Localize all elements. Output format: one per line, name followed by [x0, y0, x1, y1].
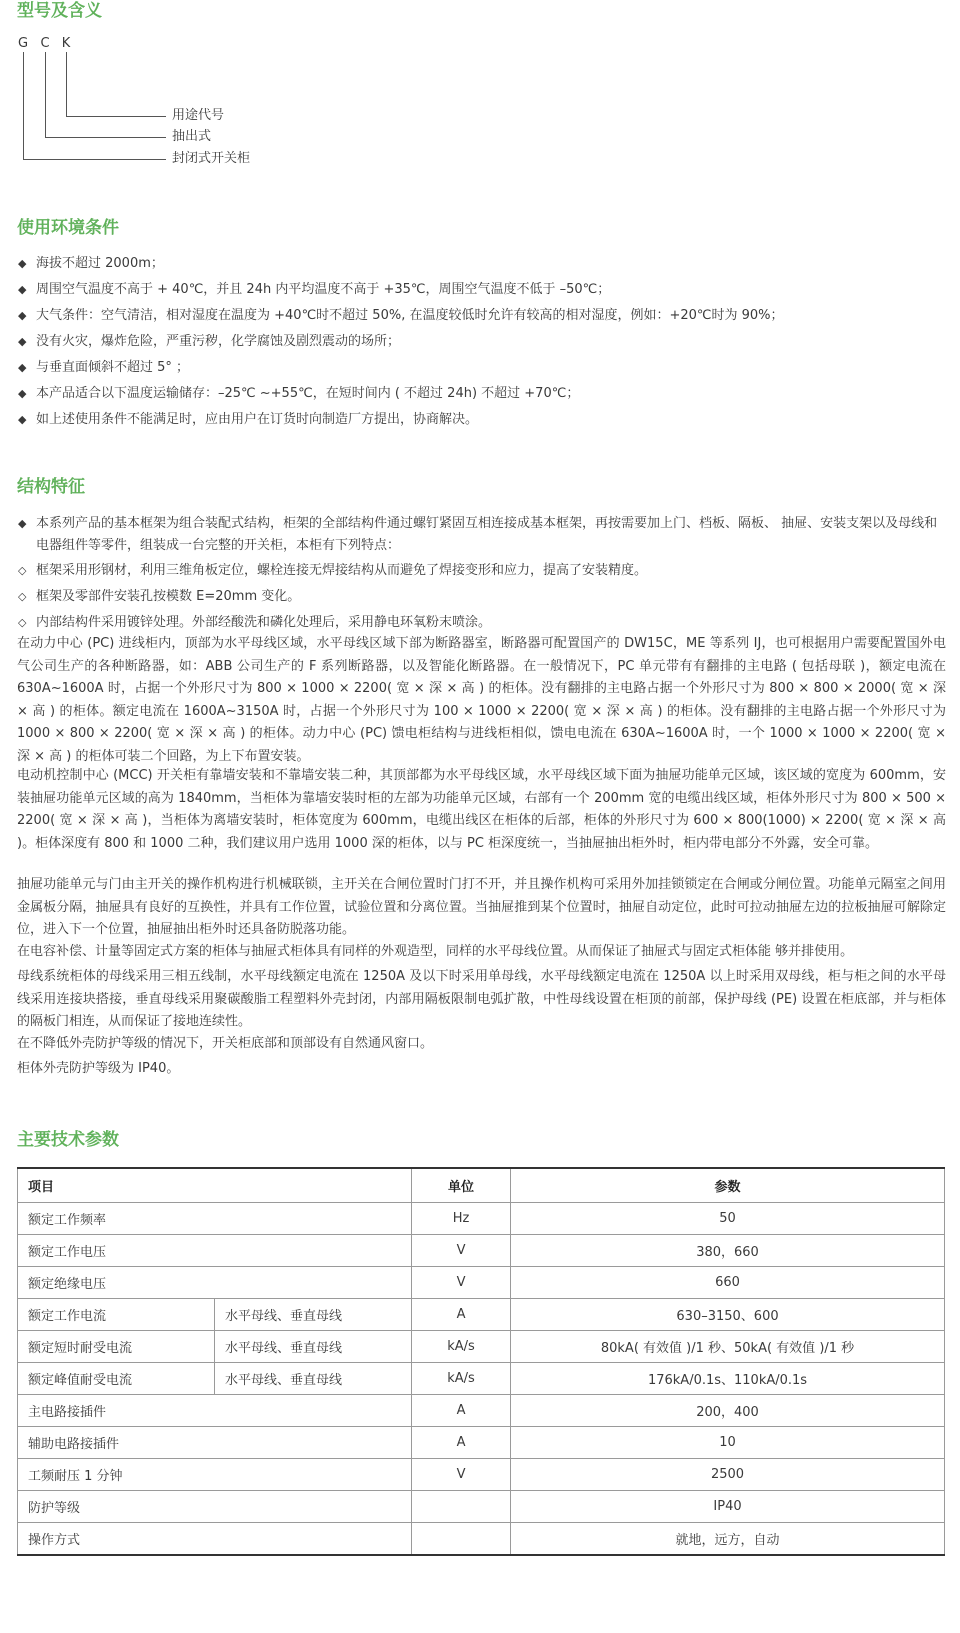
cell-value: 660	[511, 1267, 945, 1299]
cell-unit	[412, 1491, 511, 1523]
cell-unit	[412, 1523, 511, 1556]
table-row	[18, 1299, 945, 1331]
cell-value: 80kA( 有效值 )/1 秒、50kA( 有效值 )/1 秒	[511, 1331, 945, 1363]
cell-unit: A	[412, 1427, 511, 1459]
list-item-text: 如上述使用条件不能满足时，应由用户在订货时向制造厂方提出，协商解决。	[36, 412, 479, 427]
cell-value: 176kA/0.1s、110kA/0.1s	[511, 1363, 945, 1395]
hollow-diamond-bullet-icon: ◇	[18, 616, 27, 629]
cell-value: 630–3150、600	[511, 1299, 945, 1331]
table-row	[18, 1523, 945, 1556]
paragraph-busbar: 母线系统柜体的母线采用三相五线制，水平母线额定电流在 1250A 及以下时采用单母线，水平母线额定电流在 1250A 以上时采用双母线，柜与柜之间的水平母线采用连接块搭接，垂直母线采用聚碳酸脂工程塑料外壳封闭，内部用隔板限制电弧扩散，中性母线设置在柜顶的前部，保护母线 (PE) 设置在柜底部，并与柜体的隔板门相连，从而保证了接地连续性。	[17, 969, 946, 1029]
table-row	[18, 1331, 945, 1363]
cell-value: 10	[511, 1427, 945, 1459]
list-item-text: 本系列产品的基本框架为组合装配式结构，柜架的全部结构件通过螺钉紧固互相连接成基本框架，再按需要加上门、档板、隔板、 抽屉、安装支架以及母线和电器组件等零件，组装成一台完整的开关柜，本柜有下列特点：	[36, 516, 938, 553]
list-item-text: 周围空气温度不高于 + 40℃，并且 24h 内平均温度不高于 +35℃，周围空气温度不低于 –50℃；	[36, 282, 611, 297]
list-item	[18, 307, 946, 333]
paragraph-pc: 在动力中心 (PC) 进线柜内，顶部为水平母线区域，水平母线区域下部为断路器室，断路器可配置国产的 DW15C，ME 等系列 IJ，也可根据用户需要配置国外电气公司生产的各种断路器，如：ABB 公司生产的 F 系列断路器，以及智能化断路器。在一般情况下，PC 单元带有有翻排的主电路 ( 包括母联 )，额定电流在 630A~1600A 时，占据一个外形尺寸为 800 × 1000 × 2200( 宽 × 深 × 高 ) 的柜体。没有翻排的主电路占据一个外形尺寸为 800 × 800 × 2000( 宽 × 深 × 高 ) 的柜体。额定电流在 1600A~3150A 时，占据一个外形尺寸为 100 × 1000 × 2200( 宽 × 深 × 高 ) 的柜体。没有翻排的主电路占据一个外形尺寸为 1000 × 800 × 2200( 宽 × 深 × 高 ) 的柜体。动力中心 (PC) 馈电柜结构与进线柜相似，馈电电流在 630A~1600A 时，一个 1000 × 1000 × 2200( 宽 × 深 × 高 ) 的柜体可装二个回路，为上下布置安装。	[17, 636, 946, 764]
list-item-text: 大气条件：空气清洁，相对湿度在温度为 +40℃时不超过 50%, 在温度较低时允许有较高的相对湿度，例如：+20℃时为 90%；	[36, 308, 784, 323]
list-item	[18, 586, 946, 612]
cell-item: 额定峰值耐受电流	[18, 1363, 215, 1395]
list-item-text: 框架采用形钢材，利用三维角板定位，螺栓连接无焊接结构从而避免了焊接变形和应力，提高了安装精度。	[36, 563, 648, 578]
cell-item: 额定绝缘电压	[18, 1267, 412, 1299]
cell-value: 50	[511, 1203, 945, 1235]
column-header-item: 项目	[18, 1168, 412, 1203]
paragraph-fixed: 在电容补偿、计量等固定式方案的柜体与抽屉式柜体具有同样的外观造型，同样的水平母线位置。从而保证了抽屉式与固定式柜体能 够并排使用。	[17, 944, 854, 959]
list-item	[18, 359, 946, 385]
code-line-g-horizontal	[23, 159, 166, 160]
list-item	[18, 255, 946, 281]
cell-value: IP40	[511, 1491, 945, 1523]
list-item	[18, 560, 946, 586]
code-line-k-vertical	[66, 52, 67, 116]
diamond-bullet-icon: ◆	[18, 283, 27, 296]
cell-item: 操作方式	[18, 1523, 412, 1556]
cell-item: 额定短时耐受电流	[18, 1331, 215, 1363]
list-item	[18, 385, 946, 411]
list-item-text: 没有火灾，爆炸危险，严重污秽，化学腐蚀及剧烈震动的场所；	[36, 334, 401, 349]
list-item	[18, 333, 946, 359]
list-item-text: 内部结构件采用镀锌处理。外部经酸洗和磷化处理后，采用静电环氧粉末喷涂。	[36, 615, 492, 630]
model-heading: 型号及含义	[17, 1, 102, 21]
list-item-text: 框架及零部件安装孔按模数 E=20mm 变化。	[36, 589, 301, 604]
diamond-bullet-icon: ◆	[18, 413, 27, 426]
code-line-g-vertical	[23, 52, 24, 159]
list-item	[18, 513, 946, 560]
parameters-table	[17, 1167, 945, 1556]
code-letter-g: G	[17, 36, 29, 51]
structure-heading: 结构特征	[17, 477, 85, 497]
table-row	[18, 1395, 945, 1427]
code-meaning-k: 用途代号	[172, 108, 225, 123]
cell-unit: V	[412, 1235, 511, 1267]
diamond-bullet-icon: ◆	[18, 387, 27, 400]
column-header-value: 参数	[511, 1168, 945, 1203]
cell-unit: kA/s	[412, 1331, 511, 1363]
diamond-bullet-icon: ◆	[18, 517, 27, 530]
list-item-text: 本产品适合以下温度运输储存：–25℃ ~+55℃，在短时间内 ( 不超过 24h) 不超过 +70℃；	[36, 386, 580, 401]
diamond-bullet-icon: ◆	[18, 361, 27, 374]
table-row	[18, 1427, 945, 1459]
cell-unit: Hz	[412, 1203, 511, 1235]
cell-value: 200，400	[511, 1395, 945, 1427]
table-row	[18, 1235, 945, 1267]
cell-item: 额定工作电流	[18, 1299, 215, 1331]
cell-value: 380，660	[511, 1235, 945, 1267]
paragraph-mcc: 电动机控制中心 (MCC) 开关柜有靠墙安装和不靠墙安装二种，其顶部都为水平母线区域，水平母线区域下面为抽屉功能单元区域，该区域的宽度为 600mm，安装抽屉功能单元区域的高为 1840mm，当柜体为靠墙安装时柜的左部为功能单元区域，右部有一个 200mm 宽的电缆出线区域，柜体外形尺寸为 800 × 500 × 2200( 宽 × 深 × 高 )，当柜体为离墙安装时，柜体宽度为 600mm，电缆出线区在柜体的后部，柜体的外形尺寸为 600 × 800(1000) × 2200( 宽 × 深 × 高 )。柜体深度有 800 和 1000 二种，我们建议用户选用 1000 深的柜体，以与 PC 柜深度统一，当抽屉抽出柜外时，柜内带电部分不外露，安全可靠。	[17, 768, 946, 851]
environment-heading: 使用环境条件	[17, 218, 119, 238]
environment-list	[18, 255, 946, 437]
cell-unit: V	[412, 1459, 511, 1491]
diamond-bullet-icon: ◆	[18, 257, 27, 270]
cell-unit: V	[412, 1267, 511, 1299]
cell-item: 工频耐压 1 分钟	[18, 1459, 412, 1491]
params-heading: 主要技术参数	[17, 1130, 119, 1150]
cell-item: 辅助电路接插件	[18, 1427, 412, 1459]
hollow-diamond-bullet-icon: ◇	[18, 590, 27, 603]
diamond-bullet-icon: ◆	[18, 335, 27, 348]
paragraph-protection: 柜体外壳防护等级为 IP40。	[17, 1061, 180, 1076]
table-row	[18, 1203, 945, 1235]
paragraph-ventilation: 在不降低外壳防护等级的情况下，开关柜底部和顶部设有自然通风窗口。	[17, 1036, 434, 1051]
table-header-row	[18, 1168, 945, 1203]
cell-sub: 水平母线、垂直母线	[215, 1363, 412, 1395]
code-line-k-horizontal	[66, 116, 166, 117]
cell-unit: A	[412, 1299, 511, 1331]
code-meaning-c: 抽出式	[172, 129, 212, 144]
list-item-text: 海拔不超过 2000m；	[36, 256, 164, 271]
cell-sub: 水平母线、垂直母线	[215, 1331, 412, 1363]
cell-value: 就地，远方，自动	[511, 1523, 945, 1556]
structure-list	[18, 513, 946, 634]
code-line-c-horizontal	[45, 137, 166, 138]
paragraph-drawer: 抽屉功能单元与门由主开关的操作机构进行机械联锁，主开关在合闸位置时门打不开，并且操作机构可采用外加挂锁锁定在合闸或分闸位置。功能单元隔室之间用金属板分隔，抽屉具有良好的互换性，并具有工作位置，试验位置和分离位置。当抽屉推到某个位置时，抽屉自动定位，此时可拉动抽屉左边的拉板抽屉可解除定位，进入下一个位置，抽屉抽出柜外时还具备防脱落功能。	[17, 877, 946, 937]
table-row	[18, 1267, 945, 1299]
code-letter-c: C	[40, 36, 50, 51]
list-item	[18, 612, 946, 634]
code-letter-k: K	[61, 36, 71, 51]
list-item	[18, 411, 946, 437]
cell-item: 主电路接插件	[18, 1395, 412, 1427]
list-item	[18, 281, 946, 307]
hollow-diamond-bullet-icon: ◇	[18, 564, 27, 577]
cell-unit: kA/s	[412, 1363, 511, 1395]
cell-item: 额定工作频率	[18, 1203, 412, 1235]
table-row	[18, 1491, 945, 1523]
table-row	[18, 1459, 945, 1491]
list-item-text: 与垂直面倾斜不超过 5° ；	[36, 360, 190, 375]
code-line-c-vertical	[45, 52, 46, 137]
code-meaning-g: 封闭式开关柜	[172, 151, 251, 166]
cell-item: 额定工作电压	[18, 1235, 412, 1267]
cell-item: 防护等级	[18, 1491, 412, 1523]
diamond-bullet-icon: ◆	[18, 309, 27, 322]
table-row	[18, 1363, 945, 1395]
column-header-unit: 单位	[412, 1168, 511, 1203]
cell-unit: A	[412, 1395, 511, 1427]
cell-sub: 水平母线、垂直母线	[215, 1299, 412, 1331]
cell-value: 2500	[511, 1459, 945, 1491]
